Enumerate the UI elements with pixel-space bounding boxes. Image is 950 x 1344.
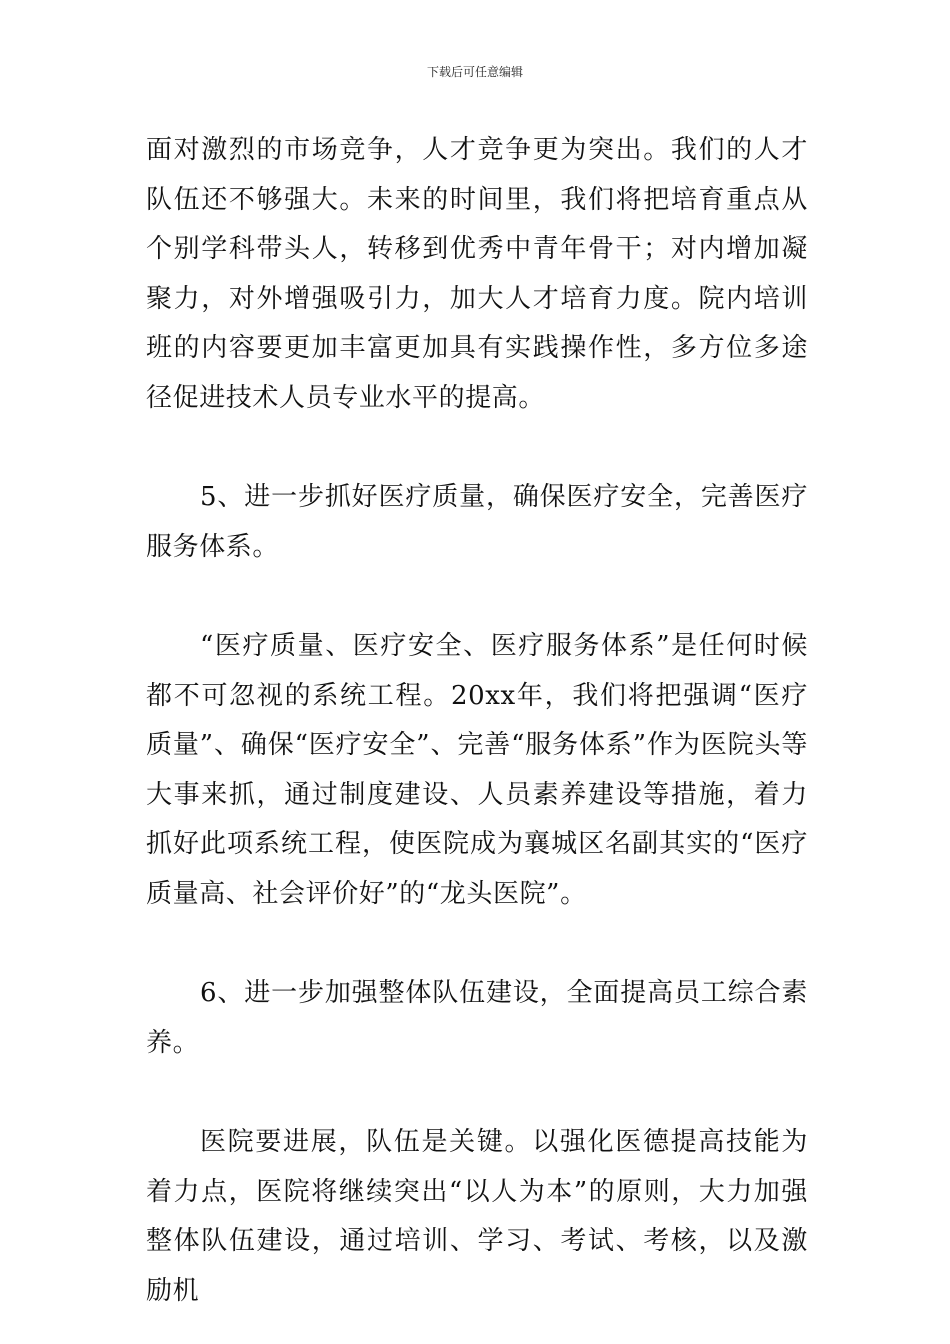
section-heading-5: 5、进一步抓好医疗质量，确保医疗安全，完善医疗服务体系。 (146, 482, 808, 562)
paragraph-gap (146, 1068, 808, 1118)
paragraph-talent: 面对激烈的市场竞争，人才竞争更为突出。我们的人才队伍还不够强大。未来的时间里，我们将把培育重点从个别学科带头人，转移到优秀中青年骨干；对内增加凝聚力，对外增强吸引力，加大人才培育力度。院内培训班的内容要更加丰富更加具有实践操作性，多方位多途径促进技术人员专业水平的提高。 (146, 135, 808, 413)
paragraph-gap (146, 572, 808, 622)
section-heading-6: 6、进一步加强整体队伍建设，全面提高员工综合素养。 (146, 978, 808, 1058)
paragraph-medical-quality: “医疗质量、医疗安全、医疗服务体系”是任何时候都不可忽视的系统工程。20xx年，我们将把强调“医疗质量”、确保“医疗安全”、完善“服务体系”作为医院头等大事来抓，通过制度建设、人员素养建设等措施，着力抓好此项系统工程，使医院成为襄城区名副其实的“医疗质量高、社会评价好”的“龙头医院”。 (146, 631, 808, 909)
paragraph-gap (146, 919, 808, 969)
page-header (0, 64, 950, 80)
header-note: 下载后可任意编辑 (426, 65, 523, 79)
paragraph-team-building: 医院要进展，队伍是关键。以强化医德提高技能为着力点，医院将继续突出“以人为本”的原则，大力加强整体队伍建设，通过培训、学习、考试、考核，以及激励机 (146, 1127, 808, 1306)
paragraph-gap (146, 423, 808, 473)
document-body (146, 126, 808, 1316)
